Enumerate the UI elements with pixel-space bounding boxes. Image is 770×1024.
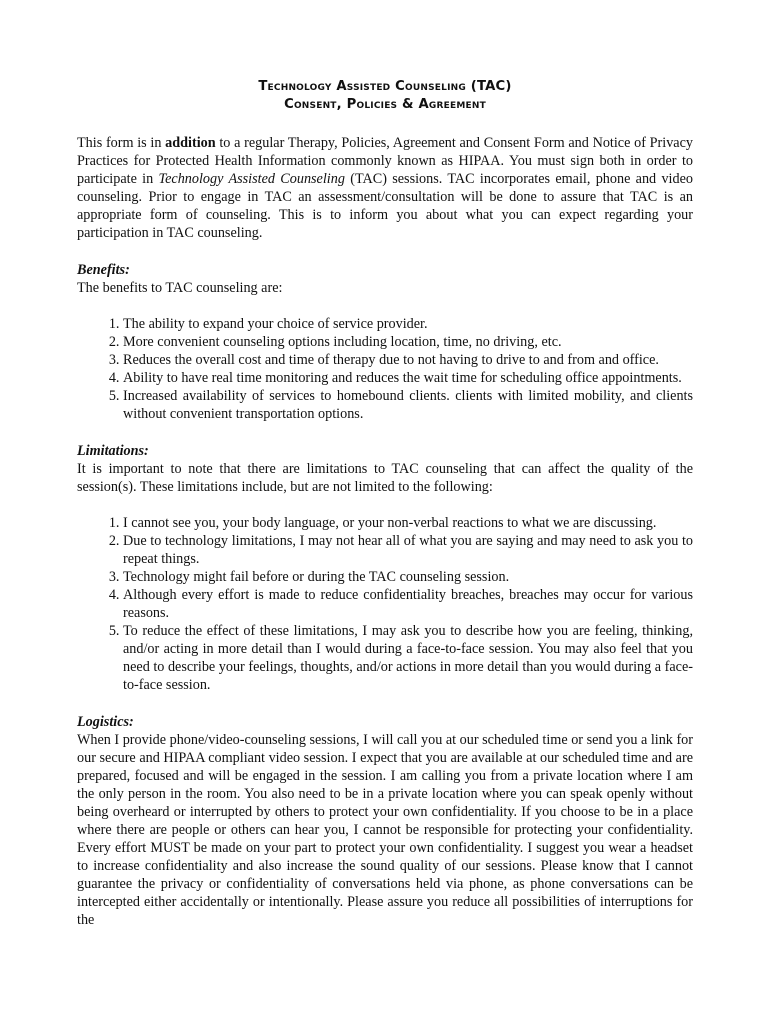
title-line-2: Consent, Policies & Agreement: [284, 97, 486, 112]
list-item: 4. Although every effort is made to reduce confidentiality breaches, breaches may occur for various reasons.: [123, 586, 693, 622]
intro-text-3: (TAC) sessions. TAC incorporates email, phone and video counseling. Prior to engage in TAC an assessment/consultation will be done to assure that TAC is an appropriate form of counseling. This is to inform you about what you can expect regarding your participation in TAC counseling.: [77, 171, 693, 241]
intro-bold-word: addition: [165, 135, 216, 151]
limitations-heading: Limitations:: [77, 443, 149, 459]
list-item: 3. Technology might fail before or during the TAC counseling session.: [123, 568, 693, 586]
list-item: 1. I cannot see you, your body language, or your non-verbal reactions to what we are discussing.: [123, 514, 693, 532]
benefits-list: [77, 315, 693, 423]
intro-text-2: to a regular Therapy, Policies, Agreement and Consent Form and Notice of Privacy Practices for Protected Health Information commonly known as HIPAA. You must sign both in order to participate in: [77, 135, 693, 187]
document-page: [77, 78, 693, 929]
title-line-1: Technology Assisted Counseling (TAC): [258, 79, 512, 94]
intro-paragraph: [77, 134, 693, 242]
intro-italic-phrase: Technology Assisted Counseling: [158, 171, 345, 187]
benefits-heading: Benefits:: [77, 262, 130, 278]
logistics-heading: Logistics:: [77, 714, 134, 730]
list-item: 2. Due to technology limitations, I may not hear all of what you are saying and may need to ask you to repeat things.: [123, 532, 693, 568]
list-item: 5. To reduce the effect of these limitations, I may ask you to describe how you are feeling, thinking, and/or acting in more detail than I would during a face-to-face session. You may also feel that you need to describe your feelings, thoughts, and/or actions in more detail than you would during a face-to-face session.: [123, 622, 693, 694]
limitations-lead: It is important to note that there are limitations to TAC counseling that can affect the quality of the session(s). These limitations include, but are not limited to the following:: [77, 461, 693, 495]
list-item: 5. Increased availability of services to homebound clients. clients with limited mobility, and clients without convenient transportation options.: [123, 387, 693, 423]
list-item: 1. The ability to expand your choice of service provider.: [123, 315, 693, 333]
logistics-body: When I provide phone/video-counseling sessions, I will call you at our scheduled time or send you a link for our secure and HIPAA compliant video session. I expect that you are available at our scheduled time and are prepared, focused and will be engaged in the session. I am calling you from a private location where I am the only person in the room. You also need to be in a private location where you can speak openly without being overheard or interrupted by others to protect your own confidentiality. If you choose to be in a place where there are people or others can hear you, I cannot be responsible for protecting your confidentiality. Every effort MUST be made on your part to protect your own confidentiality. I suggest you wear a headset to increase confidentiality and also increase the sound quality of our sessions. Please know that I cannot guarantee the privacy or confidentiality of conversations held via phone, as phone conversations can be intercepted either accidentally or intentionally. Please assure you reduce all possibilities of interruptions for the: [77, 732, 693, 928]
intro-text-1: This form is in: [77, 135, 166, 151]
benefits-lead: The benefits to TAC counseling are:: [77, 280, 283, 296]
limitations-list: [77, 514, 693, 694]
document-title: [77, 78, 693, 114]
list-item: 3. Reduces the overall cost and time of therapy due to not having to drive to and from and office.: [123, 351, 693, 369]
list-item: 4. Ability to have real time monitoring and reduces the wait time for scheduling office appointments.: [123, 369, 693, 387]
list-item: 2. More convenient counseling options including location, time, no driving, etc.: [123, 333, 693, 351]
